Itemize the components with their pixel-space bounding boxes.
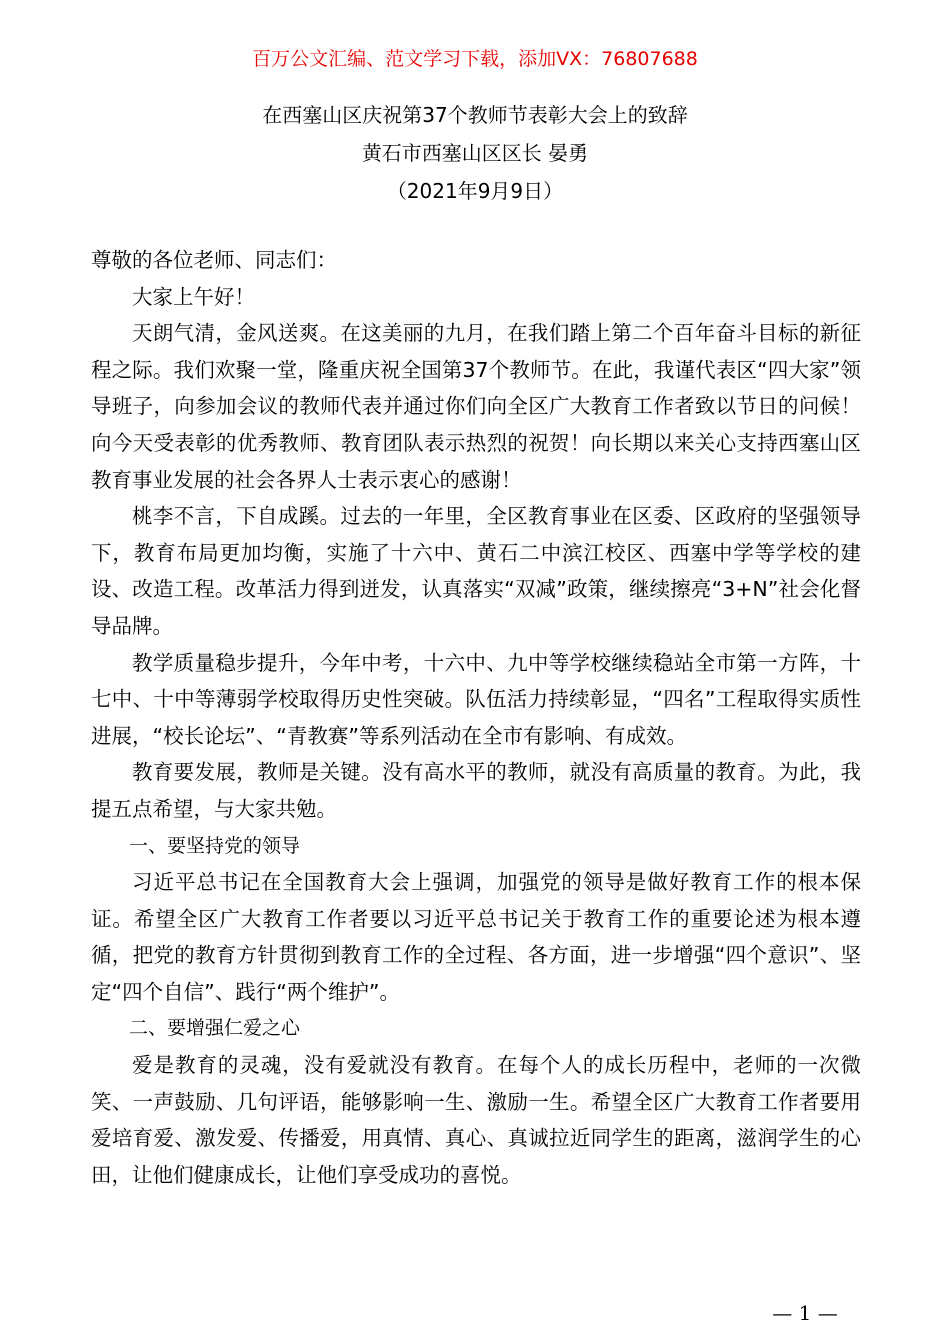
section-heading-2: 二、要增强仁爱之心	[129, 1017, 301, 1040]
page-number: — 1 —	[772, 1301, 838, 1325]
paragraph-quality: 教学质量稳步提升，今年中考，十六中、九中等学校继续稳站全市第一方阵，十七中、十中等薄弱学校取得历史性突破。队伍活力持续彰显，“四名”工程取得实质性进展，“校长论坛”、“青教赛”等系列活动在全市有影响、有成效。	[91, 650, 861, 748]
document-date: （2021年9月9日）	[386, 179, 564, 203]
document-author: 黄石市西塞山区区长 晏勇	[361, 141, 589, 165]
document-title: 在西塞山区庆祝第37个教师节表彰大会上的致辞	[262, 103, 688, 127]
section-heading-1: 一、要坚持党的领导	[129, 834, 301, 857]
paragraph-love: 爱是教育的灵魂，没有爱就没有教育。在每个人的成长历程中，老师的一次微笑、一声鼓励、几句评语，能够影响一生、激励一生。希望全区广大教育工作者要用爱培育爱、激发爱、传播爱，用真情、真心、真诚拉近同学生的距离，滋润学生的心田，让他们健康成长，让他们享受成功的喜悦。	[91, 1053, 861, 1187]
download-banner: 百万公文汇编、范文学习下载，添加VX：76807688	[252, 48, 698, 70]
paragraph-hopes: 教育要发展，教师是关键。没有高水平的教师，就没有高质量的教育。为此，我提五点希望，与大家共勉。	[91, 760, 861, 821]
greeting: 大家上午好！	[132, 284, 255, 309]
paragraph-achievements: 桃李不言，下自成蹊。过去的一年里，全区教育事业在区委、区政府的坚强领导下，教育布局更加均衡，实施了十六中、黄石二中滨江校区、西塞中学等学校的建设、改造工程。改革活力得到迸发，认真落实“双减”政策，继续擦亮“3+N”社会化督导品牌。	[91, 504, 861, 638]
document-header	[0, 96, 950, 210]
paragraph-party-leadership: 习近平总书记在全国教育大会上强调，加强党的领导是做好教育工作的根本保证。希望全区广大教育工作者要以习近平总书记关于教育工作的重要论述为根本遵循，把党的教育方针贯彻到教育工作的全过程、各方面，进一步增强“四个意识”、坚定“四个自信”、践行“两个维护”。	[91, 870, 861, 1004]
paragraph-opening: 天朗气清，金风送爽。在这美丽的九月，在我们踏上第二个百年奋斗目标的新征程之际。我们欢聚一堂，隆重庆祝全国第37个教师节。在此，我谨代表区“四大家”领导班子，向参加会议的教师代表并通过你们向全区广大教育工作者致以节日的问候！向今天受表彰的优秀教师、教育团队表示热烈的祝贺！向长期以来关心支持西塞山区教育事业发展的社会各界人士表示衷心的感谢！	[91, 321, 861, 492]
document-body	[91, 242, 861, 1193]
salutation: 尊敬的各位老师、同志们：	[91, 248, 337, 272]
